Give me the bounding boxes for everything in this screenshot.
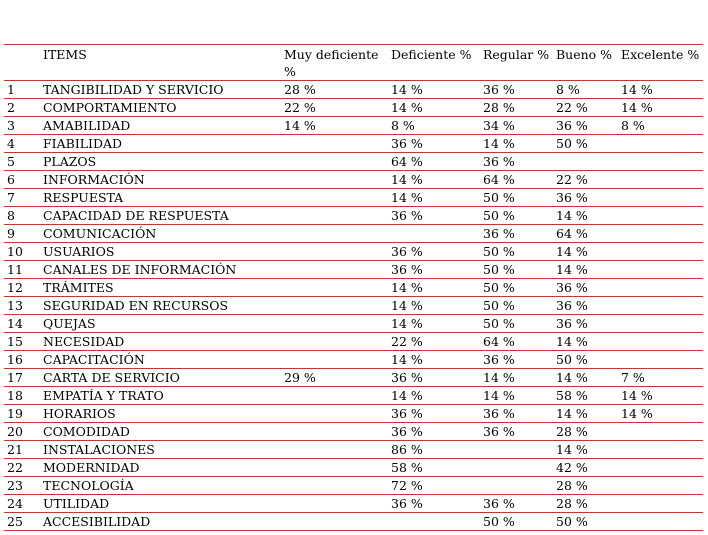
item-name-cell: COMODIDAD (43, 424, 130, 439)
table-row (4, 315, 703, 333)
deficiente-cell: 36 % (391, 424, 423, 439)
row-number-cell: 17 (7, 370, 23, 385)
excelente-cell (618, 171, 703, 189)
muy-deficiente-cell (281, 315, 388, 333)
muy-deficiente-cell (281, 297, 388, 315)
row-number-cell: 2 (7, 100, 15, 115)
item-name-cell: INSTALACIONES (43, 442, 155, 457)
excelente-cell: 7 % (621, 370, 645, 385)
bueno-cell: 14 % (556, 442, 588, 457)
muy-deficiente-cell (281, 333, 388, 351)
excelente-cell (618, 279, 703, 297)
muy-deficiente-cell (281, 279, 388, 297)
regular-cell: 50 % (483, 208, 515, 223)
item-name-cell: NECESIDAD (43, 334, 125, 349)
muy-deficiente-cell (281, 441, 388, 459)
header-deficiente: Deficiente % (391, 47, 472, 62)
table-row (4, 513, 703, 531)
excelente-cell (618, 333, 703, 351)
table-row (4, 243, 703, 261)
item-name-cell: CANALES DE INFORMACIÓN (43, 262, 237, 277)
table-row (4, 333, 703, 351)
table-row (4, 135, 703, 153)
excelente-cell (618, 135, 703, 153)
bueno-cell: 50 % (556, 136, 588, 151)
bueno-cell: 36 % (556, 190, 588, 205)
muy-deficiente-cell (281, 153, 388, 171)
regular-cell: 36 % (483, 82, 515, 97)
muy-deficiente-cell (281, 351, 388, 369)
muy-deficiente-cell (281, 261, 388, 279)
muy-deficiente-cell (281, 243, 388, 261)
bueno-cell: 50 % (556, 352, 588, 367)
row-number-cell: 10 (7, 244, 23, 259)
bueno-cell (553, 153, 618, 171)
row-number-cell: 21 (7, 442, 23, 457)
regular-cell (480, 459, 553, 477)
excelente-cell (618, 459, 703, 477)
excelente-cell: 14 % (621, 388, 653, 403)
regular-cell: 50 % (483, 316, 515, 331)
bueno-cell: 28 % (556, 496, 588, 511)
regular-cell: 50 % (483, 262, 515, 277)
regular-cell: 36 % (483, 352, 515, 367)
deficiente-cell: 14 % (391, 280, 423, 295)
header-excelente: Excelente % (621, 47, 700, 62)
row-number-cell: 11 (7, 262, 23, 277)
regular-cell: 14 % (483, 370, 515, 385)
table-row (4, 459, 703, 477)
deficiente-cell: 14 % (391, 298, 423, 313)
row-number-cell: 9 (7, 226, 15, 241)
header-regular: Regular % (483, 47, 550, 62)
regular-cell: 14 % (483, 388, 515, 403)
regular-cell: 50 % (483, 298, 515, 313)
excelente-cell: 8 % (621, 118, 645, 133)
header-num (4, 45, 38, 81)
deficiente-cell: 36 % (391, 370, 423, 385)
item-name-cell: CARTA DE SERVICIO (43, 370, 180, 385)
table-row (4, 423, 703, 441)
deficiente-cell (388, 513, 480, 531)
table-row (4, 225, 703, 243)
muy-deficiente-cell (281, 171, 388, 189)
deficiente-cell: 14 % (391, 82, 423, 97)
item-name-cell: CAPACITACIÓN (43, 352, 145, 367)
row-number-cell: 12 (7, 280, 23, 295)
excelente-cell (618, 315, 703, 333)
table-row (4, 297, 703, 315)
muy-deficiente-cell (281, 513, 388, 531)
bueno-cell: 14 % (556, 208, 588, 223)
row-number-cell: 8 (7, 208, 15, 223)
regular-cell: 50 % (483, 190, 515, 205)
item-name-cell: AMABILIDAD (43, 118, 131, 133)
table-row (4, 405, 703, 423)
row-number-cell: 19 (7, 406, 23, 421)
deficiente-cell: 14 % (391, 100, 423, 115)
excelente-cell: 14 % (621, 82, 653, 97)
regular-cell: 64 % (483, 334, 515, 349)
row-number-cell: 16 (7, 352, 23, 367)
bueno-cell: 36 % (556, 118, 588, 133)
bueno-cell: 36 % (556, 280, 588, 295)
regular-cell: 36 % (483, 154, 515, 169)
table-row (4, 369, 703, 387)
bueno-cell: 28 % (556, 478, 588, 493)
muy-deficiente-cell: 29 % (284, 370, 316, 385)
deficiente-cell: 36 % (391, 208, 423, 223)
muy-deficiente-cell (281, 207, 388, 225)
regular-cell: 36 % (483, 406, 515, 421)
row-number-cell: 13 (7, 298, 23, 313)
row-number-cell: 5 (7, 154, 15, 169)
table-body (4, 81, 703, 531)
table-row (4, 171, 703, 189)
row-number-cell: 15 (7, 334, 23, 349)
regular-cell: 64 % (483, 172, 515, 187)
table-row (4, 477, 703, 495)
item-name-cell: COMPORTAMIENTO (43, 100, 177, 115)
regular-cell: 36 % (483, 424, 515, 439)
regular-cell (480, 441, 553, 459)
muy-deficiente-cell (281, 477, 388, 495)
regular-cell: 36 % (483, 226, 515, 241)
deficiente-cell: 36 % (391, 496, 423, 511)
item-name-cell: TECNOLOGÍA (43, 478, 134, 493)
bueno-cell: 14 % (556, 406, 588, 421)
bueno-cell: 14 % (556, 334, 588, 349)
table-row (4, 153, 703, 171)
deficiente-cell: 36 % (391, 136, 423, 151)
excelente-cell (618, 423, 703, 441)
deficiente-cell: 72 % (391, 478, 423, 493)
item-name-cell: SEGURIDAD EN RECURSOS (43, 298, 229, 313)
row-number-cell: 25 (7, 514, 23, 529)
excelente-cell (618, 243, 703, 261)
item-name-cell: MODERNIDAD (43, 460, 140, 475)
header-items: ITEMS (43, 47, 87, 62)
muy-deficiente-cell (281, 423, 388, 441)
item-name-cell: EMPATÍA Y TRATO (43, 388, 164, 403)
bueno-cell: 42 % (556, 460, 588, 475)
excelente-cell (618, 225, 703, 243)
bueno-cell: 22 % (556, 172, 588, 187)
bueno-cell: 14 % (556, 244, 588, 259)
row-number-cell: 18 (7, 388, 23, 403)
muy-deficiente-cell: 28 % (284, 82, 316, 97)
row-number-cell: 14 (7, 316, 23, 331)
excelente-cell (618, 297, 703, 315)
regular-cell (480, 477, 553, 495)
table-row (4, 441, 703, 459)
excelente-cell (618, 351, 703, 369)
bueno-cell: 14 % (556, 370, 588, 385)
row-number-cell: 6 (7, 172, 15, 187)
results-table (4, 44, 703, 531)
excelente-cell (618, 261, 703, 279)
row-number-cell: 3 (7, 118, 15, 133)
deficiente-cell: 64 % (391, 154, 423, 169)
excelente-cell: 14 % (621, 100, 653, 115)
row-number-cell: 22 (7, 460, 23, 475)
muy-deficiente-cell (281, 459, 388, 477)
excelente-cell (618, 207, 703, 225)
muy-deficiente-cell: 22 % (284, 100, 316, 115)
deficiente-cell (388, 225, 480, 243)
table-header-row (4, 45, 703, 81)
table-row (4, 261, 703, 279)
regular-cell: 50 % (483, 280, 515, 295)
muy-deficiente-cell (281, 495, 388, 513)
bueno-cell: 36 % (556, 298, 588, 313)
item-name-cell: QUEJAS (43, 316, 96, 331)
excelente-cell: 14 % (621, 406, 653, 421)
deficiente-cell: 58 % (391, 460, 423, 475)
deficiente-cell: 14 % (391, 172, 423, 187)
bueno-cell: 58 % (556, 388, 588, 403)
table-row (4, 81, 703, 99)
row-number-cell: 4 (7, 136, 15, 151)
row-number-cell: 23 (7, 478, 23, 493)
header-muy-deficiente: Muy deficiente % (284, 47, 379, 79)
item-name-cell: ACCESIBILIDAD (43, 514, 151, 529)
item-name-cell: TANGIBILIDAD Y SERVICIO (43, 82, 224, 97)
regular-cell: 36 % (483, 496, 515, 511)
bueno-cell: 64 % (556, 226, 588, 241)
deficiente-cell: 22 % (391, 334, 423, 349)
table-row (4, 279, 703, 297)
header-bueno: Bueno % (556, 47, 613, 62)
muy-deficiente-cell: 14 % (284, 118, 316, 133)
table-row (4, 99, 703, 117)
table-row (4, 495, 703, 513)
regular-cell: 50 % (483, 514, 515, 529)
deficiente-cell: 36 % (391, 406, 423, 421)
item-name-cell: COMUNICACIÓN (43, 226, 157, 241)
item-name-cell: CAPACIDAD DE RESPUESTA (43, 208, 229, 223)
item-name-cell: HORARIOS (43, 406, 116, 421)
muy-deficiente-cell (281, 189, 388, 207)
row-number-cell: 7 (7, 190, 15, 205)
excelente-cell (618, 477, 703, 495)
regular-cell: 50 % (483, 244, 515, 259)
row-number-cell: 20 (7, 424, 23, 439)
excelente-cell (618, 153, 703, 171)
item-name-cell: PLAZOS (43, 154, 97, 169)
deficiente-cell: 14 % (391, 316, 423, 331)
muy-deficiente-cell (281, 387, 388, 405)
item-name-cell: FIABILIDAD (43, 136, 123, 151)
bueno-cell: 28 % (556, 424, 588, 439)
deficiente-cell: 14 % (391, 190, 423, 205)
item-name-cell: RESPUESTA (43, 190, 124, 205)
bueno-cell: 14 % (556, 262, 588, 277)
item-name-cell: UTILIDAD (43, 496, 110, 511)
excelente-cell (618, 495, 703, 513)
deficiente-cell: 36 % (391, 262, 423, 277)
deficiente-cell: 14 % (391, 352, 423, 367)
bueno-cell: 50 % (556, 514, 588, 529)
regular-cell: 28 % (483, 100, 515, 115)
muy-deficiente-cell (281, 135, 388, 153)
deficiente-cell: 8 % (391, 118, 415, 133)
bueno-cell: 22 % (556, 100, 588, 115)
table-row (4, 207, 703, 225)
item-name-cell: INFORMACIÓN (43, 172, 145, 187)
excelente-cell (618, 189, 703, 207)
item-name-cell: TRÁMITES (43, 280, 114, 295)
bueno-cell: 8 % (556, 82, 580, 97)
table-row (4, 117, 703, 135)
bueno-cell: 36 % (556, 316, 588, 331)
deficiente-cell: 36 % (391, 244, 423, 259)
muy-deficiente-cell (281, 405, 388, 423)
table-row (4, 387, 703, 405)
deficiente-cell: 86 % (391, 442, 423, 457)
table-row (4, 189, 703, 207)
item-name-cell: USUARIOS (43, 244, 115, 259)
excelente-cell (618, 513, 703, 531)
regular-cell: 34 % (483, 118, 515, 133)
muy-deficiente-cell (281, 225, 388, 243)
regular-cell: 14 % (483, 136, 515, 151)
excelente-cell (618, 441, 703, 459)
results-table-container (4, 44, 703, 531)
row-number-cell: 1 (7, 82, 15, 97)
table-row (4, 351, 703, 369)
row-number-cell: 24 (7, 496, 23, 511)
deficiente-cell: 14 % (391, 388, 423, 403)
